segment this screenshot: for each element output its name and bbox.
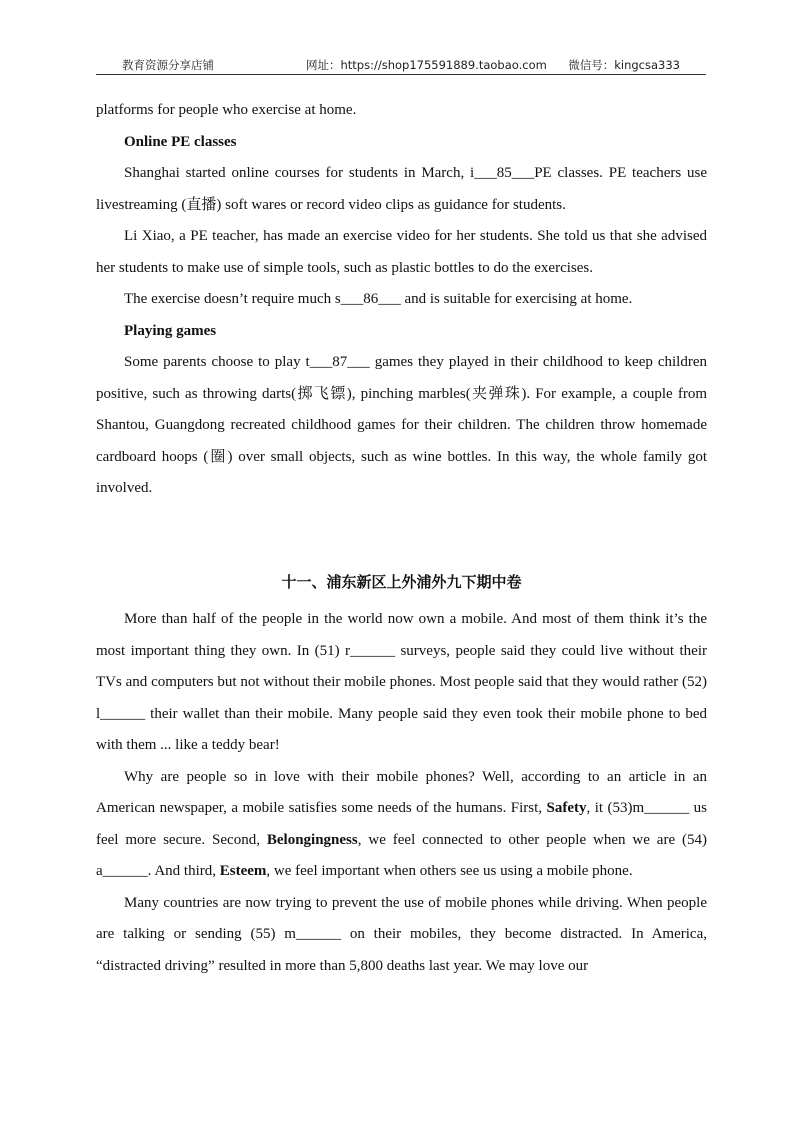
p2-text-c: , we feel connected to other people when we are (54) a______. And third, xyxy=(96,831,707,879)
p2-text-b: , it (53)m______ us feel more secure. Second, xyxy=(96,800,707,848)
document-body xyxy=(96,95,707,982)
mobile-paragraph-2 xyxy=(96,762,707,888)
games-paragraph: Some parents choose to play t___87___ games they played in their childhood to keep children positive, such as throwing darts(掷飞镖), pinching marbles(夹弹珠). For example, a couple from Shantou, Guangdong recreated childhood games for their children. The children throw homemade cardboard hoops (圈) over small objects, such as wine bottles. In this way, the whole family got involved. xyxy=(96,354,707,496)
online-paragraph-1: Shanghai started online courses for students in March, i___85___PE classes. PE teachers use livestreaming (直播) soft wares or record video clips as guidance for students. xyxy=(96,165,707,213)
mobile-paragraph-1: More than half of the people in the world now own a mobile. And most of them think it’s the most important thing they own. In (51) r______ surveys, people said they could live without their TVs and computers but not without their mobile phones. Most people said that they would rather (52) l______ their wallet than their mobile. Many people said they even took their mobile phone to bed with them ... like a teddy bear! xyxy=(96,611,707,753)
section-title: 十一、浦东新区上外浦外九下期中卷 xyxy=(281,572,522,591)
keyword-belongingness: Belongingness xyxy=(266,831,358,848)
keyword-safety: Safety xyxy=(546,800,587,816)
p2-text-a: Why are people so in love with their mobile phones? Well, according to an article in an American newspaper, a mobile satisfies some needs of the humans. First, xyxy=(96,768,707,816)
mobile-paragraph-3: Many countries are now trying to prevent the use of mobile phones while driving. When people are talking or sending (55) m______ on their mobiles, they become distracted. In America, “distracted driving” resulted in more than 5,800 deaths last year. We may love our xyxy=(96,894,707,974)
page-header xyxy=(96,54,706,75)
keyword-esteem: Esteem xyxy=(219,863,267,879)
intro-tail: platforms for people who exercise at home. xyxy=(96,102,357,118)
heading-online-pe: Online PE classes xyxy=(124,133,237,150)
header-wechat: 微信号：kingcsa333 xyxy=(568,58,680,72)
header-shop-name: 教育资源分享店铺 xyxy=(122,58,214,72)
online-paragraph-2: Li Xiao, a PE teacher, has made an exercise video for her students. She told us that she advised her students to make use of simple tools, such as plastic bottles to do the exercises. xyxy=(96,228,707,276)
heading-playing-games: Playing games xyxy=(124,322,217,339)
p2-text-d: , we feel important when others see us using a mobile phone. xyxy=(266,863,633,879)
header-url: 网址：https://shop175591889.taobao.com xyxy=(306,58,547,72)
online-paragraph-3: The exercise doesn’t require much s___86___ and is suitable for exercising at home. xyxy=(124,291,633,307)
